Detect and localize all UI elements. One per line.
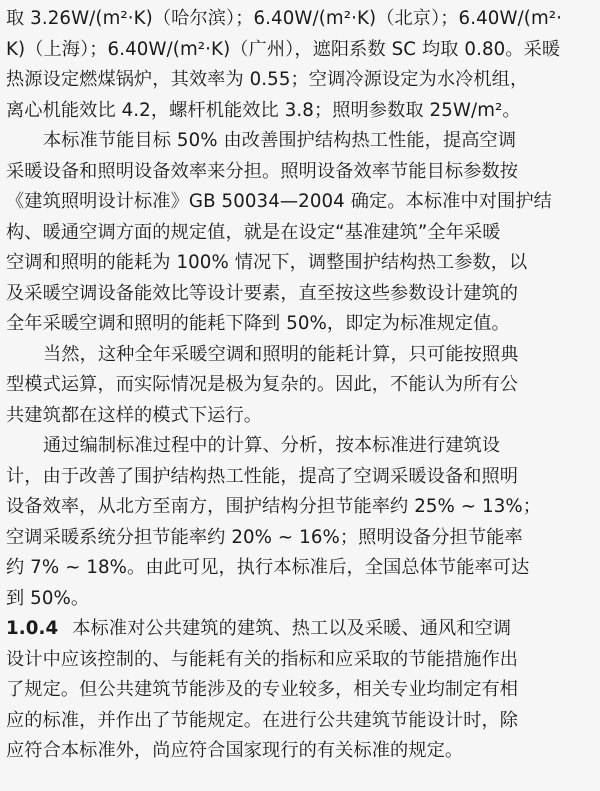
line-text: 热源设定燃煤锅炉，其效率为 0.55；空调冷源设定为水冷机组， (6, 69, 529, 90)
text-line (6, 645, 590, 676)
line-text: 通过编制标准过程中的计算、分析，按本标准进行建筑设 (43, 435, 501, 456)
line-text: 取 3.26W/(m²·K)（哈尔滨）；6.40W/(m²·K)（北京）；6.40W/(m²· (6, 8, 563, 29)
line-text: 设计中应该控制的、与能耗有关的指标和应采取的节能措施作出 (6, 648, 519, 670)
text-line (6, 65, 590, 96)
text-line (6, 614, 590, 645)
text-line (6, 126, 590, 157)
line-text: 应的标准，并作出了节能规定。在进行公共建筑节能设计时，除 (6, 709, 519, 731)
line-text: 当然，这种全年采暖空调和照明的能耗计算，只可能按照典 (43, 343, 519, 365)
line-text: 型模式运算，而实际情况是极为复杂的。因此，不能认为所有公 (6, 374, 519, 395)
text-line (6, 4, 590, 35)
text-line (6, 187, 590, 218)
line-text: 应符合本标准外，尚应符合国家现行的有关标准的规定。 (6, 740, 464, 761)
text-line (6, 248, 590, 279)
text-line (6, 553, 590, 584)
line-text: 构、暖通空调方面的规定值，就是在设定“基准建筑”全年采暖 (6, 221, 501, 243)
text-line (6, 218, 590, 249)
line-text: 了规定。但公共建筑节能涉及的专业较多，相关专业均制定有相 (6, 679, 519, 700)
line-text: 空调采暖系统分担节能率约 20% ~ 16%；照明设备分担节能率 (6, 526, 523, 548)
line-text: 到 50%。 (6, 587, 90, 609)
text-line (6, 523, 590, 554)
line-text: 离心机能效比 4.2，螺杆机能效比 3.8；照明参数取 25W/m²。 (6, 99, 521, 121)
text-line (6, 309, 590, 340)
text-line (6, 279, 590, 310)
line-text: 共建筑都在这样的模式下运行。 (6, 404, 263, 426)
text-line (6, 492, 590, 523)
line-text: 计，由于改善了围护结构热工性能，提高了空调采暖设备和照明 (6, 465, 519, 487)
text-line (6, 96, 590, 127)
line-text: 全年采暖空调和照明的能耗下降到 50%，即定为标准规定值。 (6, 313, 510, 334)
line-text: 采暖设备和照明设备效率来分担。照明设备效率节能目标参数按 (6, 160, 519, 182)
text-line (6, 340, 590, 371)
line-text: 设备效率，从北方至南方，围护结构分担节能率约 25% ~ 13%； (6, 496, 542, 517)
line-text: 《建筑照明设计标准》GB 50034—2004 确定。本标准中对围护结 (6, 191, 552, 212)
text-line (6, 675, 590, 706)
text-line (6, 706, 590, 737)
line-text: 及采暖空调设备能效比等设计要素，直至按这些参数设计建筑的 (6, 282, 519, 304)
text-line (6, 736, 590, 767)
line-text: 本标准对公共建筑的建筑、热工以及采暖、通风和空调 (72, 618, 512, 639)
text-line (6, 401, 590, 432)
clause-number: 1.0.4 (6, 618, 59, 639)
text-line (6, 370, 590, 401)
line-text: 本标准节能目标 50% 由改善围护结构热工性能，提高空调 (43, 130, 517, 151)
line-text: 空调和照明的能耗为 100% 情况下，调整围护结构热工参数，以 (6, 252, 528, 273)
text-line (6, 431, 590, 462)
text-line (6, 462, 590, 493)
text-line (6, 584, 590, 615)
line-text: K)（上海）；6.40W/(m²·K)（广州），遮阳系数 SC 均取 0.80。采暖 (6, 38, 561, 60)
text-line (6, 35, 590, 66)
text-line (6, 157, 590, 188)
line-text: 约 7% ~ 18%。由此可见，执行本标准后，全国总体节能率可达 (6, 557, 530, 578)
